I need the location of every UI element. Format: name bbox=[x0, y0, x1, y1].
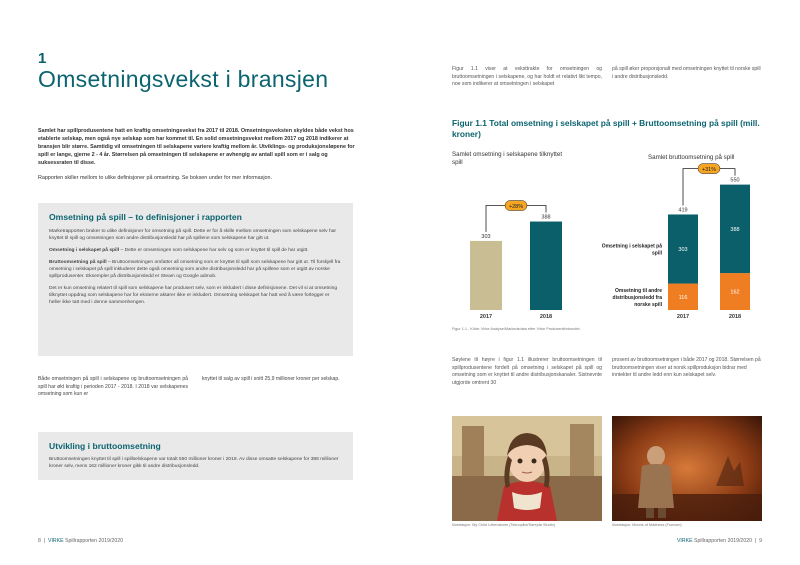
data-label: 388 bbox=[541, 214, 551, 221]
definition-text: – Dette er omsetningen som selskapene har selv og som er knyttet til spill de har utgitt. bbox=[119, 248, 309, 253]
right-body-column-right: prosent av bruttoomsetningen i både 2017 og 2018. Størrelsen på bruttoomsetningen viser at norsk spillproduksjon bidrar med inntekter til andre ledd enn kun selskapet selv. bbox=[612, 357, 761, 378]
figure-title: Figur 1.1 Total omsetning i selskapet på spill + Bruttoomsetning på spill (mill. kroner) bbox=[452, 118, 760, 139]
intro-text bbox=[38, 127, 360, 189]
figure-source: Figur 1.1 - Kilde: Virke Analyse/Markedsdata etter Virke Produsentforbundet. bbox=[452, 327, 581, 331]
definitions-heading: Omsetning på spill – to definisjoner i rapporten bbox=[49, 212, 242, 222]
definition-label: Bruttoomsetning på spill bbox=[49, 260, 107, 265]
tick-label: 2017 bbox=[676, 314, 690, 320]
definitions-intro: Marketrapporten bruker to ulike definisjoner for omsetning på spill. Dette er for å skille mellom omsetningen som selskapene selv har knyttet til spill og omsetningen som andre distribusjonsledd har på spillene som selskapene har gitt ut. bbox=[49, 229, 337, 241]
chapter-number: 1 bbox=[38, 50, 47, 67]
tick-label: 2017 bbox=[479, 314, 493, 320]
game-illustration-lebensborn bbox=[452, 416, 602, 521]
body-column-left: Både omsetningen på spill i selskapene og bruttoomsetningen på spill har økt kraftig i perioden 2017 - 2018. I 2018 var selskapenes omsetning som kun er bbox=[38, 376, 188, 397]
growth-label: +28% bbox=[508, 203, 524, 210]
right-intro-column-left: Figur 1.1 viser at veksttrakte for omsetningen og bruttoomsetningen i selskapene, og har holdt et relativt likt tempo, noe som indikerer at omsetningen i selskapet bbox=[452, 66, 602, 87]
brand-name: VIRKE bbox=[676, 538, 693, 544]
intro-paragraph-lead: Samlet har spillprodusentene hatt en kraftig omsetningsvekst fra 2017 til 2018. Omsetningsveksten skyldes både vekst hos etablerte selskap, men også nye selskap som har kommet til. En solid omsetningsvekst mellom 2017 og 2018 indikerer at bransjen blir større. Samtidig vil omsetningen til selskapene variere kraftig mellom år. Utviklings- og produksjonsløpene for spill er lange, gjerne 2 - 4 år. Størrelsen på omsetningen til selskapene er avhengig av antall spill som er i salg og suksessraten til disse. bbox=[38, 128, 355, 166]
revenue-chart bbox=[440, 166, 770, 325]
total-label: 550 bbox=[730, 177, 740, 184]
chart-title-company-revenue: Samlet omsetning i selskapene tilknyttet spill bbox=[452, 151, 563, 166]
right-body-column-left: Søylene til høyre i figur 1.1 illustrerer bruttoomsetningen til spillprodusentene fordelt på omsetning i selskapet på spill og omsetning som er knyttet til andre distribusjonskanaler. Sistnevnte utgjorde omtrent 30 bbox=[452, 357, 602, 386]
definition-gross-revenue bbox=[49, 259, 342, 280]
chart-title-gross-revenue: Samlet bruttoomsetning på spill bbox=[648, 154, 735, 161]
series-label-distribution: norske spill bbox=[634, 301, 662, 308]
gross-revenue-box bbox=[38, 432, 353, 480]
data-label: 303 bbox=[481, 233, 491, 240]
report-title: Spillrapporten 2019/2020 bbox=[65, 538, 124, 544]
total-label: 419 bbox=[678, 207, 688, 214]
footer-left: 8 | VIRKE Spillrapporten 2019/2020 bbox=[38, 538, 124, 544]
bar-2018 bbox=[530, 222, 562, 310]
gross-revenue-heading: Utvikling i bruttoomsetning bbox=[49, 441, 161, 451]
series-label-distribution: distribusjonsledd fra bbox=[612, 294, 662, 301]
definitions-box bbox=[38, 203, 353, 356]
page-number: 9 bbox=[759, 538, 762, 544]
gross-revenue-text: Bruttoomsetningen knyttet til spill i spillselskapene var totalt 550 millioner kroner i 2018. Av disse omsatte selskapene for 388 millioner kroner selv, mens 162 millioner kroner gikk til andre distribusjonsledd. bbox=[49, 457, 339, 469]
intro-paragraph: Rapporten skiller mellom to ulike definisjoner på omsetning. Se boksen under for mer informasjon. bbox=[38, 175, 273, 181]
series-label-company: spill bbox=[651, 250, 662, 257]
series-label-company: Omsetning i selskapet på bbox=[601, 243, 662, 250]
page-number: 8 bbox=[38, 538, 41, 544]
definitions-note: Det er kun omsetning relatert til spill som selskapene har produsert selv, som er inkludert i disse definisjonene. Det vil si at omsetning tilknyttet oppdrag som selskapene har for eksterne aktører ikke er inkludert. Omsetning selskapet har hatt ved å være forlegger er heller ikke tatt med i denne sammenhengen. bbox=[49, 286, 338, 305]
definition-label: Omsetning i selskapet på spill bbox=[49, 248, 120, 253]
bar-2017 bbox=[470, 241, 502, 310]
brand-name: VIRKE bbox=[48, 538, 64, 544]
image-caption: Illustrasjon: Moons of Madness (Funcom) bbox=[612, 523, 682, 527]
definition-text: – Bruttoomsetningen omfatter all omsetning som er knyttet til spill som selskapene har gitt ut. Til forskjell fra omsetning i selskapet på spill inkluderer dette også omsetning som andre distribusjonsledd har på spillene som er utgitt av norske spillprodusenter. Eksempler på distribusjonsledd er Steam og Google admob. bbox=[49, 260, 341, 279]
image-caption: Illustrasjon: My Child Lebensborn (Teknopilot/Sarepta Studio) bbox=[452, 523, 555, 527]
segment-value: 388 bbox=[730, 226, 740, 233]
tick-label: 2018 bbox=[539, 314, 553, 320]
footer-right: VIRKE Spillrapporten 2019/2020 | 9 bbox=[676, 538, 762, 544]
chapter-title: Omsetningsvekst i bransjen bbox=[38, 66, 329, 92]
tick-label: 2018 bbox=[728, 314, 742, 320]
segment-value: 162 bbox=[730, 289, 740, 296]
definition-company-revenue bbox=[49, 247, 342, 254]
report-title: Spillrapporten 2019/2020 bbox=[694, 538, 752, 544]
growth-label: +31% bbox=[701, 166, 717, 173]
segment-value: 116 bbox=[678, 294, 688, 301]
body-column-right: knyttet til salg av spill i snitt 25,9 millioner kroner per selskap. bbox=[202, 376, 340, 382]
series-label-distribution: Omsetning til andre bbox=[615, 287, 662, 294]
segment-value: 303 bbox=[678, 247, 688, 254]
game-illustration-moons-of-madness bbox=[612, 416, 762, 521]
right-intro-column-right: på spill øker proporsjonalt med omsetningen knyttet til norske spill i andre distribusjonsledd. bbox=[612, 66, 761, 80]
